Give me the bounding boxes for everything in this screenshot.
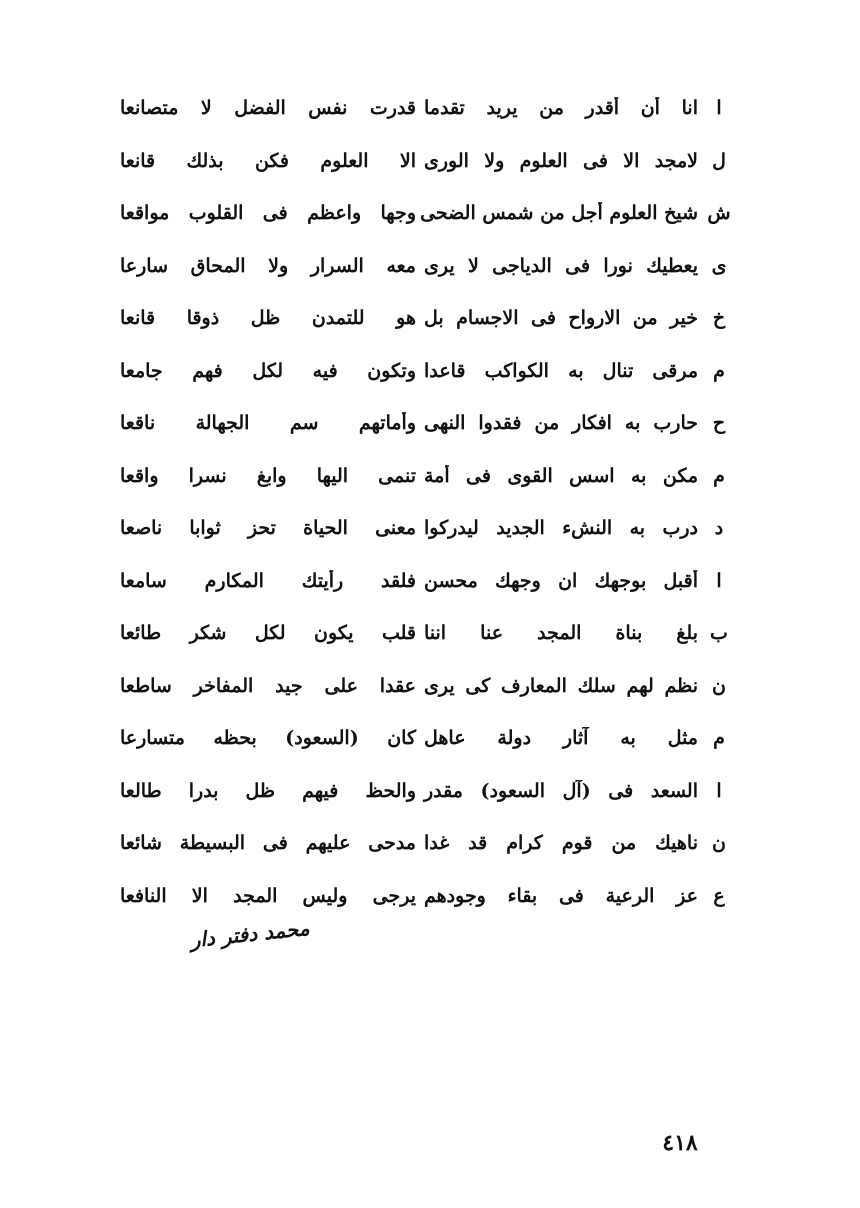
poem-verse: [120, 870, 732, 923]
poem-verse: [120, 502, 732, 555]
second-hemistich: الا العلوم فكن بذلك قانعا: [120, 149, 416, 172]
acrostic-letter: ا: [716, 569, 722, 592]
first-hemistich: نظم لهم سلك المعارف كى يرى: [424, 674, 698, 697]
first-hemistich: مرقى تنال به الكواكب قاعدا: [424, 359, 698, 382]
poem-verse: [120, 82, 732, 135]
second-hemistich: كان (السعود) بحظه متسارعا: [120, 727, 416, 750]
acrostic-letter: م: [713, 727, 725, 750]
first-hemistich: درب به النشء الجديد ليدركوا: [424, 517, 698, 540]
author-signature: محمد دفتر دار: [189, 915, 311, 953]
second-hemistich: وأماتهم سم الجهالة ناقعا: [120, 412, 416, 435]
second-hemistich: هو للتمدن ظل ذوقا قانعا: [120, 307, 416, 330]
acrostic-letter: د: [714, 517, 724, 540]
second-hemistich: وتكون فيه لكل فهم جامعا: [120, 359, 416, 382]
acrostic-letter: ل: [712, 149, 726, 172]
poem-verse: [120, 135, 732, 188]
acrostic-letter: ع: [713, 884, 725, 907]
first-hemistich: شيخ العلوم أجل من شمس الضحى: [420, 202, 698, 225]
second-hemistich: فلقد رأيتك المكارم سامعا: [120, 569, 416, 592]
acrostic-letter: ش: [707, 202, 731, 225]
first-hemistich: حارب به افكار من فقدوا النهى: [424, 412, 698, 435]
poem-verse: [120, 187, 732, 240]
second-hemistich: تنمى اليها وابغ نسرا واقعا: [120, 464, 416, 487]
acrostic-letter: م: [713, 359, 725, 382]
first-hemistich: السعد فى (آل السعود) مقدر: [424, 779, 698, 802]
second-hemistich: قدرت نفس الفضل لا متصانعا: [120, 97, 416, 120]
second-hemistich: والحظ فيهم ظل بدرا طالعا: [120, 779, 416, 802]
first-hemistich: خير من الارواح فى الاجسام بل: [424, 307, 698, 330]
second-hemistich: يرجى وليس المجد الا النافعا: [120, 884, 416, 907]
first-hemistich: بلغ بناة المجد عنا اننا: [424, 622, 698, 645]
page-number: ٤١٨: [662, 1130, 698, 1156]
poem-verse: [120, 345, 732, 398]
poem: [120, 82, 732, 922]
first-hemistich: عز الرعية فى بقاء وجودهم: [424, 884, 698, 907]
acrostic-letter: م: [713, 464, 725, 487]
acrostic-letter: ا: [716, 779, 722, 802]
first-hemistich: ناهيك من قوم كرام قد غدا: [424, 832, 698, 855]
poem-verse: [120, 765, 732, 818]
second-hemistich: مدحى عليهم فى البسيطة شائعا: [120, 832, 416, 855]
acrostic-letter: ى: [711, 254, 727, 277]
poem-verse: [120, 397, 732, 450]
second-hemistich: وجها واعظم فى القلوب مواقعا: [120, 202, 416, 225]
poem-verse: [120, 607, 732, 660]
second-hemistich: معنى الحياة تحز ثوابا ناصعا: [120, 517, 416, 540]
first-hemistich: يعطيك نورا فى الدياجى لا يرى: [424, 254, 698, 277]
acrostic-letter: ن: [712, 832, 726, 855]
poem-verse: [120, 660, 732, 713]
second-hemistich: قلب يكون لكل شكر طائعا: [120, 622, 416, 645]
first-hemistich: لامجد الا فى العلوم ولا الورى: [424, 149, 698, 172]
second-hemistich: عقدا على جيد المفاخر ساطعا: [120, 674, 416, 697]
poem-verse: [120, 817, 732, 870]
first-hemistich: مكن به اسس القوى فى أمة: [424, 464, 698, 487]
poem-verse: [120, 450, 732, 503]
second-hemistich: معه السرار ولا المحاق سارعا: [120, 254, 416, 277]
poem-verse: [120, 292, 732, 345]
first-hemistich: مثل به آثار دولة عاهل: [424, 727, 698, 750]
first-hemistich: أقبل بوجهك ان وجهك محسن: [424, 569, 698, 592]
acrostic-letter: خ: [712, 307, 726, 330]
poem-verse: [120, 555, 732, 608]
first-hemistich: انا أن أقدر من يريد تقدما: [424, 97, 698, 120]
poem-verse: [120, 240, 732, 293]
acrostic-letter: ن: [712, 674, 726, 697]
acrostic-letter: ب: [710, 622, 728, 645]
acrostic-letter: ح: [712, 412, 726, 435]
poem-verse: [120, 712, 732, 765]
acrostic-letter: ا: [716, 97, 722, 120]
